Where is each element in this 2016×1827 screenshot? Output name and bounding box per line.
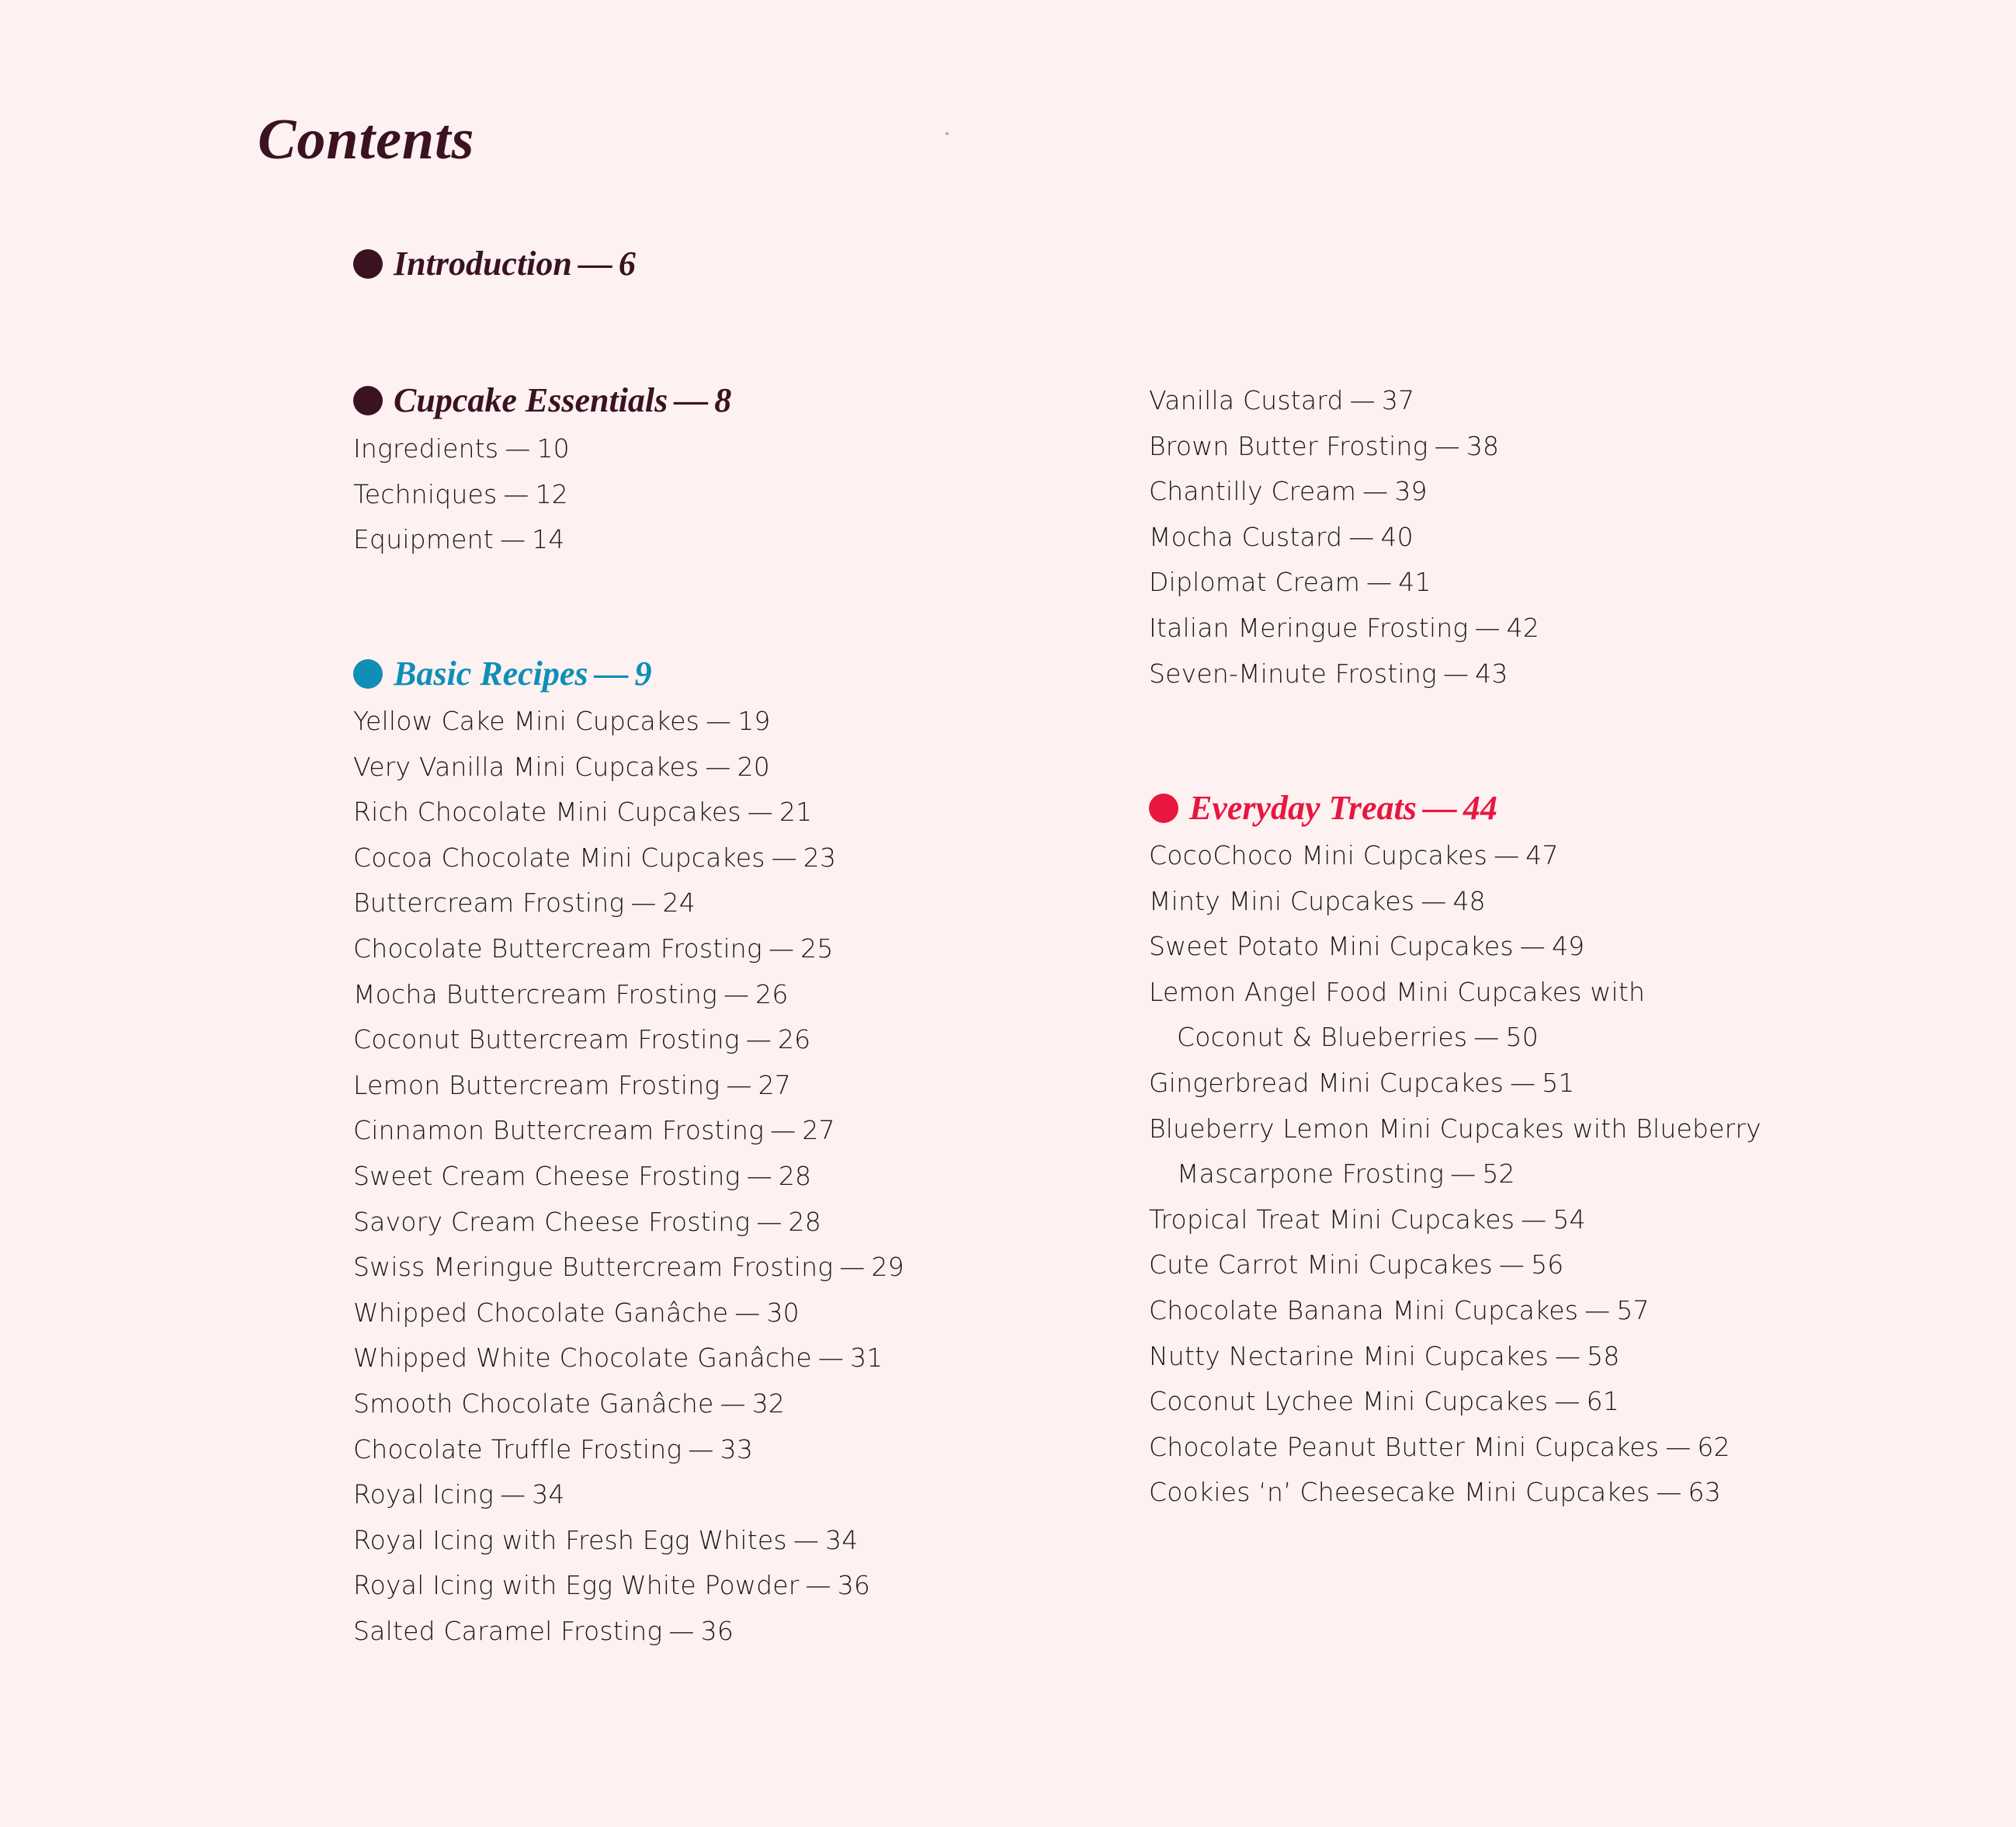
- entry-page-number: 43: [1475, 658, 1508, 689]
- entry-title: Lemon Angel Food Mini Cupcakes with: [1149, 976, 1646, 1007]
- dash-separator: —: [505, 433, 531, 464]
- dash-separator: —: [805, 1570, 831, 1601]
- toc-entry[interactable]: [1149, 1337, 1620, 1376]
- entry-title: Chocolate Truffle Frosting: [353, 1433, 682, 1464]
- entry-page-number: 54: [1553, 1204, 1586, 1235]
- entry-page-number: 34: [825, 1524, 859, 1555]
- toc-entry[interactable]: [353, 1203, 821, 1242]
- entry-title: Mocha Custard: [1149, 521, 1343, 552]
- entry-page-number: 12: [535, 478, 568, 509]
- entry-title: Sweet Potato Mini Cupcakes: [1149, 931, 1514, 962]
- entry-title: Savory Cream Cheese Frosting: [353, 1206, 751, 1237]
- dash-separator: —: [770, 1115, 796, 1146]
- entry-title: Swiss Meringue Buttercream Frosting: [353, 1252, 834, 1283]
- dash-separator: —: [1474, 613, 1501, 643]
- toc-entry[interactable]: [1149, 1382, 1619, 1421]
- dash-separator: —: [688, 1433, 714, 1464]
- entry-title: Mascarpone Frosting: [1177, 1158, 1445, 1190]
- dash-separator: —: [705, 751, 731, 782]
- dash-separator: —: [1366, 567, 1393, 598]
- entry-title: Whipped Chocolate Ganâche: [353, 1297, 729, 1328]
- dash-separator: —: [1521, 1204, 1547, 1235]
- toc-entry[interactable]: [1149, 427, 1499, 466]
- entry-title: Yellow Cake Mini Cupcakes: [353, 706, 699, 736]
- entry-page-number: 39: [1394, 476, 1428, 507]
- entry-page-number: 42: [1506, 613, 1540, 643]
- section-page-number: 8: [714, 381, 732, 419]
- dash-separator: —: [1554, 1340, 1581, 1371]
- entry-title: Gingerbread Mini Cupcakes: [1149, 1068, 1504, 1098]
- entry-page-number: 32: [751, 1388, 786, 1419]
- dot-bullet-icon: [353, 659, 383, 689]
- entry-title: Cocoa Chocolate Mini Cupcakes: [353, 842, 765, 873]
- entry-title: Nutty Nectarine Mini Cupcakes: [1149, 1340, 1549, 1371]
- entry-title: Rich Chocolate Mini Cupcakes: [353, 797, 741, 828]
- entry-page-number: 25: [800, 933, 834, 964]
- entry-page-number: 63: [1688, 1477, 1721, 1508]
- section-cupcake-essentials[interactable]: [353, 379, 731, 422]
- toc-entry[interactable]: [353, 1566, 870, 1605]
- entry-page-number: 29: [871, 1252, 904, 1283]
- dash-separator: —: [726, 1069, 752, 1100]
- entry-title: Cookies ‘n’ Cheesecake Mini Cupcakes: [1149, 1477, 1650, 1508]
- toc-entry[interactable]: [353, 1066, 791, 1105]
- entry-page-number: 50: [1505, 1022, 1539, 1053]
- entry-title: Brown Butter Frosting: [1149, 430, 1428, 461]
- toc-entry[interactable]: [1149, 518, 1414, 557]
- entry-title: Mocha Buttercream Frosting: [353, 978, 717, 1009]
- toc-entry-continuation[interactable]: [1149, 1018, 1539, 1057]
- entry-page-number: 28: [778, 1161, 812, 1191]
- entry-title: Diplomat Cream: [1149, 567, 1361, 598]
- entry-title: Tropical Treat Mini Cupcakes: [1149, 1204, 1515, 1235]
- entry-title: Buttercream Frosting: [353, 887, 625, 919]
- entry-title: Chantilly Cream: [1149, 476, 1357, 507]
- dash-separator: —: [1349, 385, 1376, 415]
- toc-entry[interactable]: [353, 702, 771, 741]
- toc-entry[interactable]: [353, 1475, 565, 1514]
- toc-entry[interactable]: [353, 975, 789, 1014]
- dash-separator: —: [1494, 840, 1520, 870]
- entry-title: CocoChoco Mini Cupcakes: [1149, 840, 1488, 870]
- toc-entry[interactable]: [353, 884, 696, 922]
- section-label: Introduction: [394, 245, 572, 283]
- section-page-number: 44: [1463, 789, 1497, 827]
- toc-entry[interactable]: [353, 1430, 753, 1469]
- toc-entry[interactable]: [353, 1521, 858, 1560]
- entry-page-number: 57: [1616, 1295, 1650, 1325]
- dash-separator: —: [1510, 1068, 1536, 1098]
- entry-page-number: 48: [1452, 885, 1486, 916]
- paper-speck: [946, 132, 949, 135]
- toc-entry[interactable]: [1149, 973, 1645, 1012]
- dash-separator: —: [668, 1616, 695, 1646]
- entry-page-number: 51: [1542, 1068, 1575, 1098]
- dash-separator: —: [817, 1342, 845, 1374]
- entry-page-number: 10: [536, 433, 570, 464]
- dash-separator: —: [723, 978, 750, 1009]
- toc-entry[interactable]: [1149, 1473, 1721, 1512]
- entry-page-number: 62: [1697, 1431, 1730, 1462]
- entry-page-number: 26: [755, 978, 789, 1009]
- toc-entry[interactable]: [1149, 1291, 1650, 1330]
- entry-title: Chocolate Banana Mini Cupcakes: [1149, 1295, 1579, 1325]
- entry-title: Chocolate Buttercream Frosting: [353, 933, 762, 964]
- dot-bullet-icon: [1149, 794, 1178, 823]
- entry-title: Blueberry Lemon Mini Cupcakes with Blueberry: [1149, 1113, 1761, 1144]
- toc-entry-continuation[interactable]: [1149, 1155, 1515, 1193]
- dash-separator: —: [1434, 430, 1460, 461]
- dash-separator: —: [1473, 1022, 1500, 1053]
- page-title: Contents: [258, 108, 475, 172]
- entry-title: Lemon Buttercream Frosting: [353, 1069, 720, 1100]
- toc-entry[interactable]: [353, 1020, 810, 1059]
- entry-title: Coconut Buttercream Frosting: [353, 1024, 740, 1055]
- dash-separator: —: [1554, 1386, 1581, 1417]
- dash-separator: —: [500, 1479, 526, 1510]
- entry-page-number: 20: [737, 751, 770, 782]
- dash-separator: —: [746, 1161, 772, 1191]
- dash-separator: —: [793, 1524, 820, 1555]
- dash-separator: —: [720, 1388, 746, 1419]
- dash-separator: —: [839, 1252, 866, 1283]
- entry-title: Equipment: [353, 524, 494, 555]
- dash-separator: —: [1422, 789, 1457, 827]
- entry-page-number: 31: [850, 1342, 883, 1374]
- toc-entry[interactable]: [353, 1612, 734, 1651]
- section-basic-recipes[interactable]: [353, 652, 652, 696]
- dash-separator: —: [771, 842, 797, 873]
- dash-separator: —: [1348, 521, 1375, 552]
- entry-page-number: 61: [1586, 1386, 1619, 1417]
- entry-page-number: 26: [777, 1024, 811, 1055]
- entry-page-number: 40: [1380, 521, 1414, 552]
- dot-bullet-icon: [353, 249, 383, 279]
- dash-separator: —: [630, 887, 657, 919]
- entry-page-number: 30: [766, 1297, 800, 1328]
- entry-title: Minty Mini Cupcakes: [1149, 885, 1415, 916]
- section-introduction[interactable]: [353, 242, 636, 286]
- toc-entry[interactable]: [353, 520, 565, 559]
- toc-entry[interactable]: [353, 1339, 883, 1377]
- entry-title: Sweet Cream Cheese Frosting: [353, 1161, 741, 1191]
- entry-title: Coconut & Blueberries: [1177, 1022, 1468, 1053]
- dash-separator: —: [503, 478, 529, 509]
- dash-separator: —: [499, 524, 526, 555]
- entry-page-number: 24: [662, 887, 696, 919]
- dash-separator: —: [1450, 1158, 1476, 1190]
- entry-title: Royal Icing: [353, 1479, 494, 1510]
- toc-entry[interactable]: [353, 1111, 835, 1150]
- section-everyday-treats[interactable]: [1149, 787, 1497, 830]
- dash-separator: —: [1656, 1477, 1682, 1508]
- toc-entry[interactable]: [1149, 1110, 1761, 1148]
- entry-page-number: 37: [1381, 385, 1415, 415]
- entry-page-number: 49: [1551, 931, 1585, 962]
- toc-entry[interactable]: [353, 748, 770, 787]
- dot-bullet-icon: [353, 386, 383, 415]
- entry-page-number: 47: [1525, 840, 1559, 870]
- toc-entry[interactable]: [1149, 1200, 1586, 1239]
- entry-title: Cinnamon Buttercream Frosting: [353, 1115, 765, 1146]
- entry-title: Cute Carrot Mini Cupcakes: [1149, 1249, 1493, 1280]
- dash-separator: —: [1362, 476, 1389, 507]
- section-label: Everyday Treats: [1189, 789, 1417, 827]
- toc-entry[interactable]: [1149, 1245, 1564, 1284]
- entry-page-number: 36: [700, 1616, 734, 1646]
- toc-entry[interactable]: [1149, 1064, 1575, 1103]
- entry-title: Chocolate Peanut Butter Mini Cupcakes: [1149, 1431, 1660, 1462]
- toc-entry[interactable]: [353, 839, 836, 877]
- entry-title: Very Vanilla Mini Cupcakes: [353, 751, 699, 782]
- toc-entry[interactable]: [1149, 1428, 1730, 1467]
- entry-title: Smooth Chocolate Ganâche: [353, 1388, 714, 1419]
- section-label: Basic Recipes: [394, 655, 588, 693]
- dash-separator: —: [594, 655, 629, 693]
- entry-title: Seven-Minute Frosting: [1149, 658, 1437, 689]
- toc-entry[interactable]: [1149, 563, 1431, 602]
- entry-page-number: 27: [802, 1115, 835, 1146]
- dash-separator: —: [1498, 1249, 1525, 1280]
- entry-page-number: 56: [1531, 1249, 1564, 1280]
- entry-title: Techniques: [353, 478, 498, 509]
- entry-page-number: 21: [779, 797, 813, 828]
- entry-page-number: 41: [1398, 567, 1431, 598]
- entry-title: Vanilla Custard: [1149, 385, 1344, 415]
- toc-entry[interactable]: [1149, 381, 1414, 420]
- entry-page-number: 38: [1466, 430, 1500, 461]
- dash-separator: —: [1519, 931, 1546, 962]
- toc-entry[interactable]: [1149, 927, 1584, 966]
- toc-entry[interactable]: [353, 929, 834, 968]
- entry-page-number: 23: [803, 842, 837, 873]
- entry-page-number: 58: [1587, 1340, 1620, 1371]
- toc-entry[interactable]: [353, 1384, 785, 1423]
- dash-separator: —: [1584, 1295, 1611, 1325]
- dash-separator: —: [734, 1297, 761, 1328]
- section-page-number: 9: [634, 655, 652, 693]
- toc-entry[interactable]: [1149, 836, 1559, 875]
- section-label: Cupcake Essentials: [394, 381, 668, 419]
- dash-separator: —: [768, 933, 795, 964]
- entry-page-number: 33: [720, 1433, 754, 1464]
- dash-separator: —: [1421, 885, 1447, 916]
- toc-entry[interactable]: [1149, 882, 1486, 921]
- entry-title: Whipped White Chocolate Ganâche: [353, 1342, 812, 1374]
- entry-page-number: 27: [758, 1069, 791, 1100]
- dash-separator: —: [1442, 658, 1469, 689]
- toc-entry[interactable]: [1149, 609, 1539, 648]
- entry-page-number: 19: [737, 706, 771, 736]
- entry-page-number: 36: [837, 1570, 871, 1601]
- entry-title: Italian Meringue Frosting: [1149, 613, 1469, 643]
- toc-entry[interactable]: [1149, 655, 1508, 693]
- dash-separator: —: [578, 245, 612, 283]
- entry-title: Salted Caramel Frosting: [353, 1616, 663, 1646]
- toc-entry[interactable]: [1149, 472, 1428, 511]
- entry-page-number: 14: [532, 524, 565, 555]
- toc-entry[interactable]: [353, 1248, 904, 1287]
- toc-entry[interactable]: [353, 1157, 811, 1196]
- entry-title: Ingredients: [353, 433, 499, 464]
- toc-entry[interactable]: [353, 1294, 800, 1332]
- dash-separator: —: [747, 797, 773, 828]
- section-page-number: 6: [618, 245, 636, 283]
- dash-separator: —: [706, 706, 732, 736]
- dash-separator: —: [674, 381, 709, 419]
- entry-page-number: 28: [788, 1206, 821, 1237]
- toc-entry[interactable]: [353, 475, 568, 514]
- dash-separator: —: [756, 1206, 782, 1237]
- entry-title: Royal Icing with Fresh Egg Whites: [353, 1524, 787, 1555]
- dash-separator: —: [745, 1024, 772, 1055]
- entry-page-number: 34: [532, 1479, 565, 1510]
- dash-separator: —: [1665, 1431, 1692, 1462]
- entry-page-number: 52: [1482, 1158, 1515, 1190]
- entry-title: Coconut Lychee Mini Cupcakes: [1149, 1386, 1549, 1417]
- toc-entry[interactable]: [353, 793, 812, 832]
- entry-title: Royal Icing with Egg White Powder: [353, 1570, 800, 1601]
- toc-entry[interactable]: [353, 429, 570, 468]
